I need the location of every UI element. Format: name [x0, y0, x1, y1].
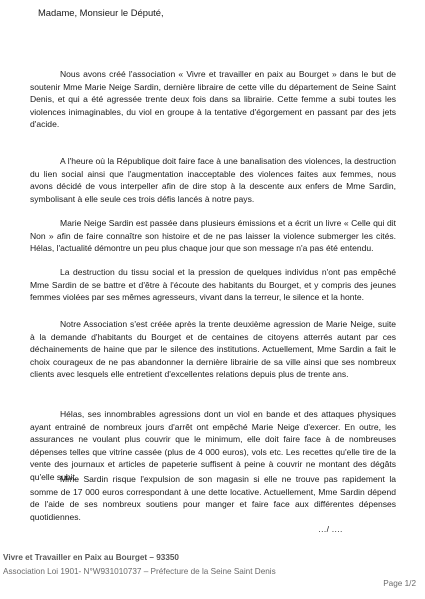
paragraph-5: Notre Association s'est créée après la trente deuxième agression de Marie Neige, suite à la demande d'habitants du Bourget et de centaines de citoyens atterrés autant par ces déchainements de haine que par le silence des institutions. Actuellement, Mme Sardin a fait le choix courageux de ne pas abandonner la dernière librairie de sa ville ainsi que ses nombreux clients avec lesquels elle entretient d'excellentes relations depuis plus de trente ans.	[30, 319, 396, 379]
paragraph-3: Marie Neige Sardin est passée dans plusieurs émissions et a écrit un livre « Celle qui dit Non » afin de faire connaître son histoire et de ne pas laisser la violence submerger les cités. Hélas, l'actualité démontre un peu plus chaque jour que son message n'a pas été entendu.	[30, 218, 396, 253]
salutation: Madame, Monsieur le Député,	[38, 7, 164, 18]
paragraph-6: Hélas, ses innombrables agressions dont un viol en bande et des attaques physiques ayant entrainé de nombreux jours d'arrêt ont empêché Marie Neige d'exercer. En outre, les assurances ne voulant plus couvrir que le minimum, elle doit faire face à de nombreuses dépenses telles que vitrine cassée (plus de 4 000 euros), vols etc. Les recettes qu'elle tire de la vente des journaux et articles de papeterie suffisent à peine à couvrir ne montant des dégâts qu'elle subit.	[30, 409, 396, 482]
page-number: Page 1/2	[383, 579, 416, 588]
paragraph-2: A l'heure où la République doit faire face à une banalisation des violences, la destruction du lien social ainsi que l'augmentation inacceptable des violences faites aux femmes, nous avons décidé de vous interpeller afin de dire stop à la descente aux enfers de Mme Sardin, symbolisant à elle seule ces trois défis lancés à notre pays.	[30, 156, 396, 204]
footer-association: Association Loi 1901- N°W931010737 – Préfecture de la Seine Saint Denis	[3, 567, 276, 576]
paragraph-1: Nous avons créé l'association « Vivre et travailler en paix au Bourget » dans le but de soutenir Mme Marie Neige Sardin, dernière libraire de cette ville du département de Seine Saint Denis, et qui a été agressée trente deux fois dans sa librairie. Cette femme a subi toutes les violences inimaginables, du viol en groupe à la tentative d'égorgement en passant par des jets d'acide.	[30, 69, 396, 129]
paragraph-7: Mme Sardin risque l'expulsion de son magasin si elle ne trouve pas rapidement la somme de 17 000 euros correspondant à une dette locative. Actuellement, Mme Sardin dépend de l'aide de ses nombreux soutiens pour manger et faire face aux différentes dépenses quotidiennes.	[30, 474, 396, 522]
paragraph-4: La destruction du tissu social et la pression de quelques individus n'ont pas empêché Mme Sardin de se battre et d'être à l'écoute des habitants du Bourget, et y compris des jeunes femmes violées par ses mêmes agresseurs, vivant dans la terreur, le silence et la honte.	[30, 267, 396, 302]
continuation-mark: …/ ….	[318, 524, 343, 534]
footer-organization: Vivre et Travailler en Paix au Bourget – 93350	[3, 553, 179, 562]
